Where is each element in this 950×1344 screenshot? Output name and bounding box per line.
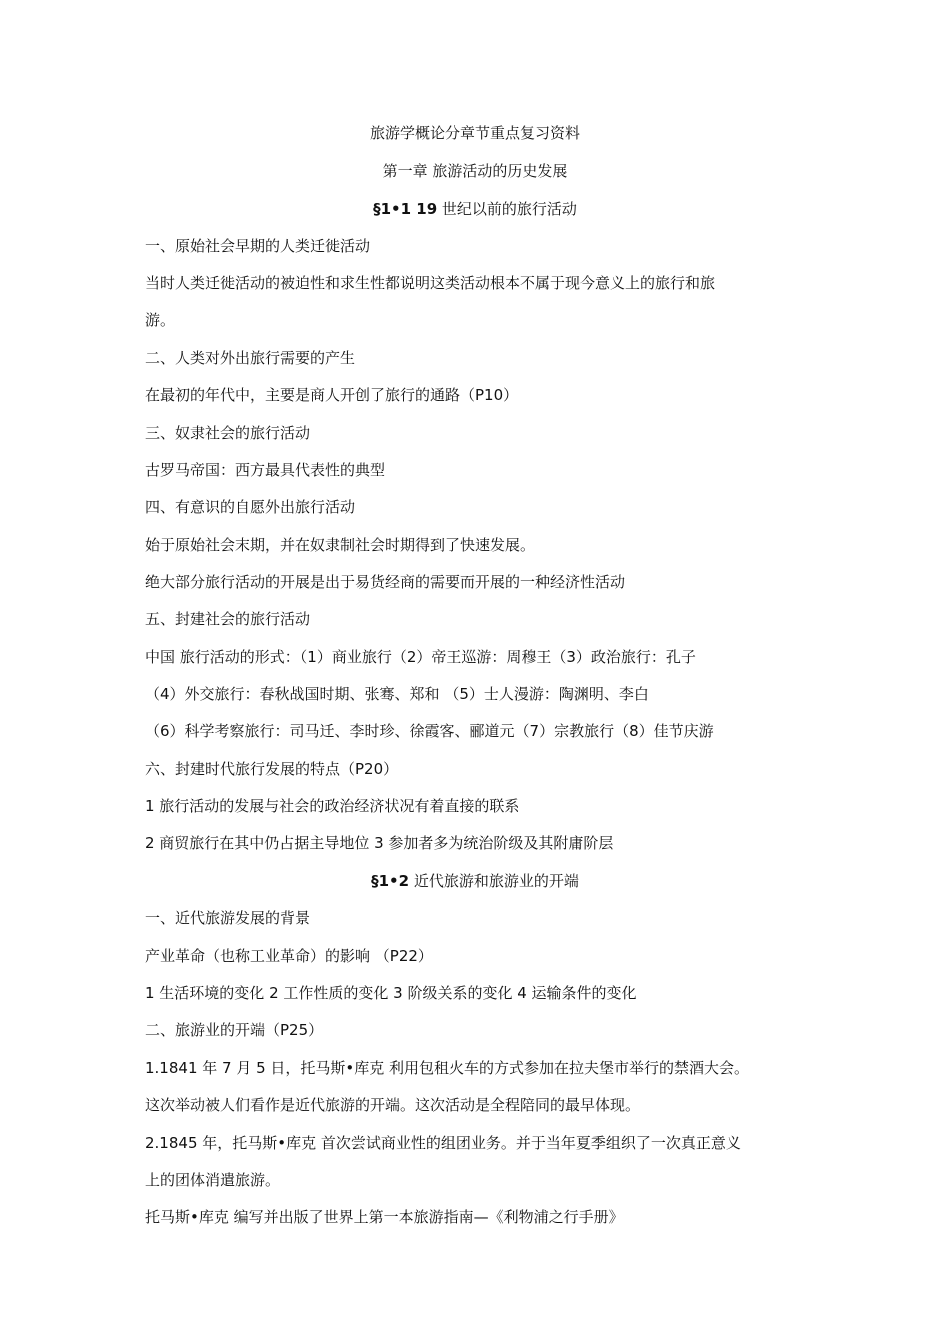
subheading-2-2: 二、旅游业的开端（P25） [145,1021,324,1039]
paragraph-1-1a: 当时人类迁徙活动的被迫性和求生性都说明这类活动根本不属于现今意义上的旅行和旅 [145,274,716,292]
paragraph-2-5: 托马斯•库克 编写并出版了世界上第一本旅游指南—《利物浦之行手册》 [145,1208,624,1226]
section-number-2: §1•2 [371,872,410,890]
section-title-2: 近代旅游和旅游业的开端 [409,872,579,890]
paragraph-1-6b: 2 商贸旅行在其中仍占据主导地位 3 参加者多为统治阶级及其附庸阶层 [145,834,614,852]
paragraph-1-5c: （6）科学考察旅行：司马迁、李时珍、徐霞客、郦道元（7）宗教旅行（8）佳节庆游 [145,722,714,740]
subheading-1-5: 五、封建社会的旅行活动 [145,610,311,628]
paragraph-2-4b: 上的团体消遣旅游。 [145,1171,281,1189]
subheading-2-1: 一、近代旅游发展的背景 [145,909,311,927]
section-number-1: §1•1 19 [373,200,438,218]
paragraph-1-6a: 1 旅行活动的发展与社会的政治经济状况有着直接的联系 [145,797,520,815]
paragraph-2-4a: 2.1845 年，托马斯•库克 首次尝试商业性的组团业务。并于当年夏季组织了一次真正意义 [145,1134,741,1152]
section-heading-1 [0,199,950,219]
paragraph-1-5a: 中国 旅行活动的形式：（1）商业旅行（2）帝王巡游：周穆王（3）政治旅行：孔子 [145,648,696,666]
subheading-1-4: 四、有意识的自愿外出旅行活动 [145,498,356,516]
paragraph-2-3a: 1.1841 年 7 月 5 日，托马斯•库克 利用包租火车的方式参加在拉夫堡市举行的禁酒大会。 [145,1059,750,1077]
paragraph-1-4a: 始于原始社会末期，并在奴隶制社会时期得到了快速发展。 [145,536,536,554]
subheading-1-1: 一、原始社会早期的人类迁徙活动 [145,237,371,255]
paragraph-2-3b: 这次举动被人们看作是近代旅游的开端。这次活动是全程陪同的最早体现。 [145,1096,641,1114]
section-title-1: 世纪以前的旅行活动 [437,200,577,218]
paragraph-1-3: 古罗马帝国：西方最具代表性的典型 [145,461,386,479]
paragraph-1-1b: 游。 [145,311,176,329]
subheading-1-6: 六、封建时代旅行发展的特点（P20） [145,760,399,778]
subheading-1-3: 三、奴隶社会的旅行活动 [145,424,311,442]
paragraph-1-2: 在最初的年代中，主要是商人开创了旅行的通路（P10） [145,386,519,404]
document-title: 旅游学概论分章节重点复习资料 [369,124,580,142]
paragraph-1-4b: 绝大部分旅行活动的开展是出于易货经商的需要而开展的一种经济性活动 [145,573,626,591]
chapter-heading: 第一章 旅游活动的历史发展 [382,162,568,180]
paragraph-2-2: 1 生活环境的变化 2 工作性质的变化 3 阶级关系的变化 4 运输条件的变化 [145,984,637,1002]
subheading-1-2: 二、人类对外出旅行需要的产生 [145,349,356,367]
paragraph-1-5b: （4）外交旅行：春秋战国时期、张骞、郑和 （5）士人漫游：陶渊明、李白 [145,685,649,703]
paragraph-2-1: 产业革命（也称工业革命）的影响 （P22） [145,947,433,965]
section-heading-2 [0,871,950,891]
